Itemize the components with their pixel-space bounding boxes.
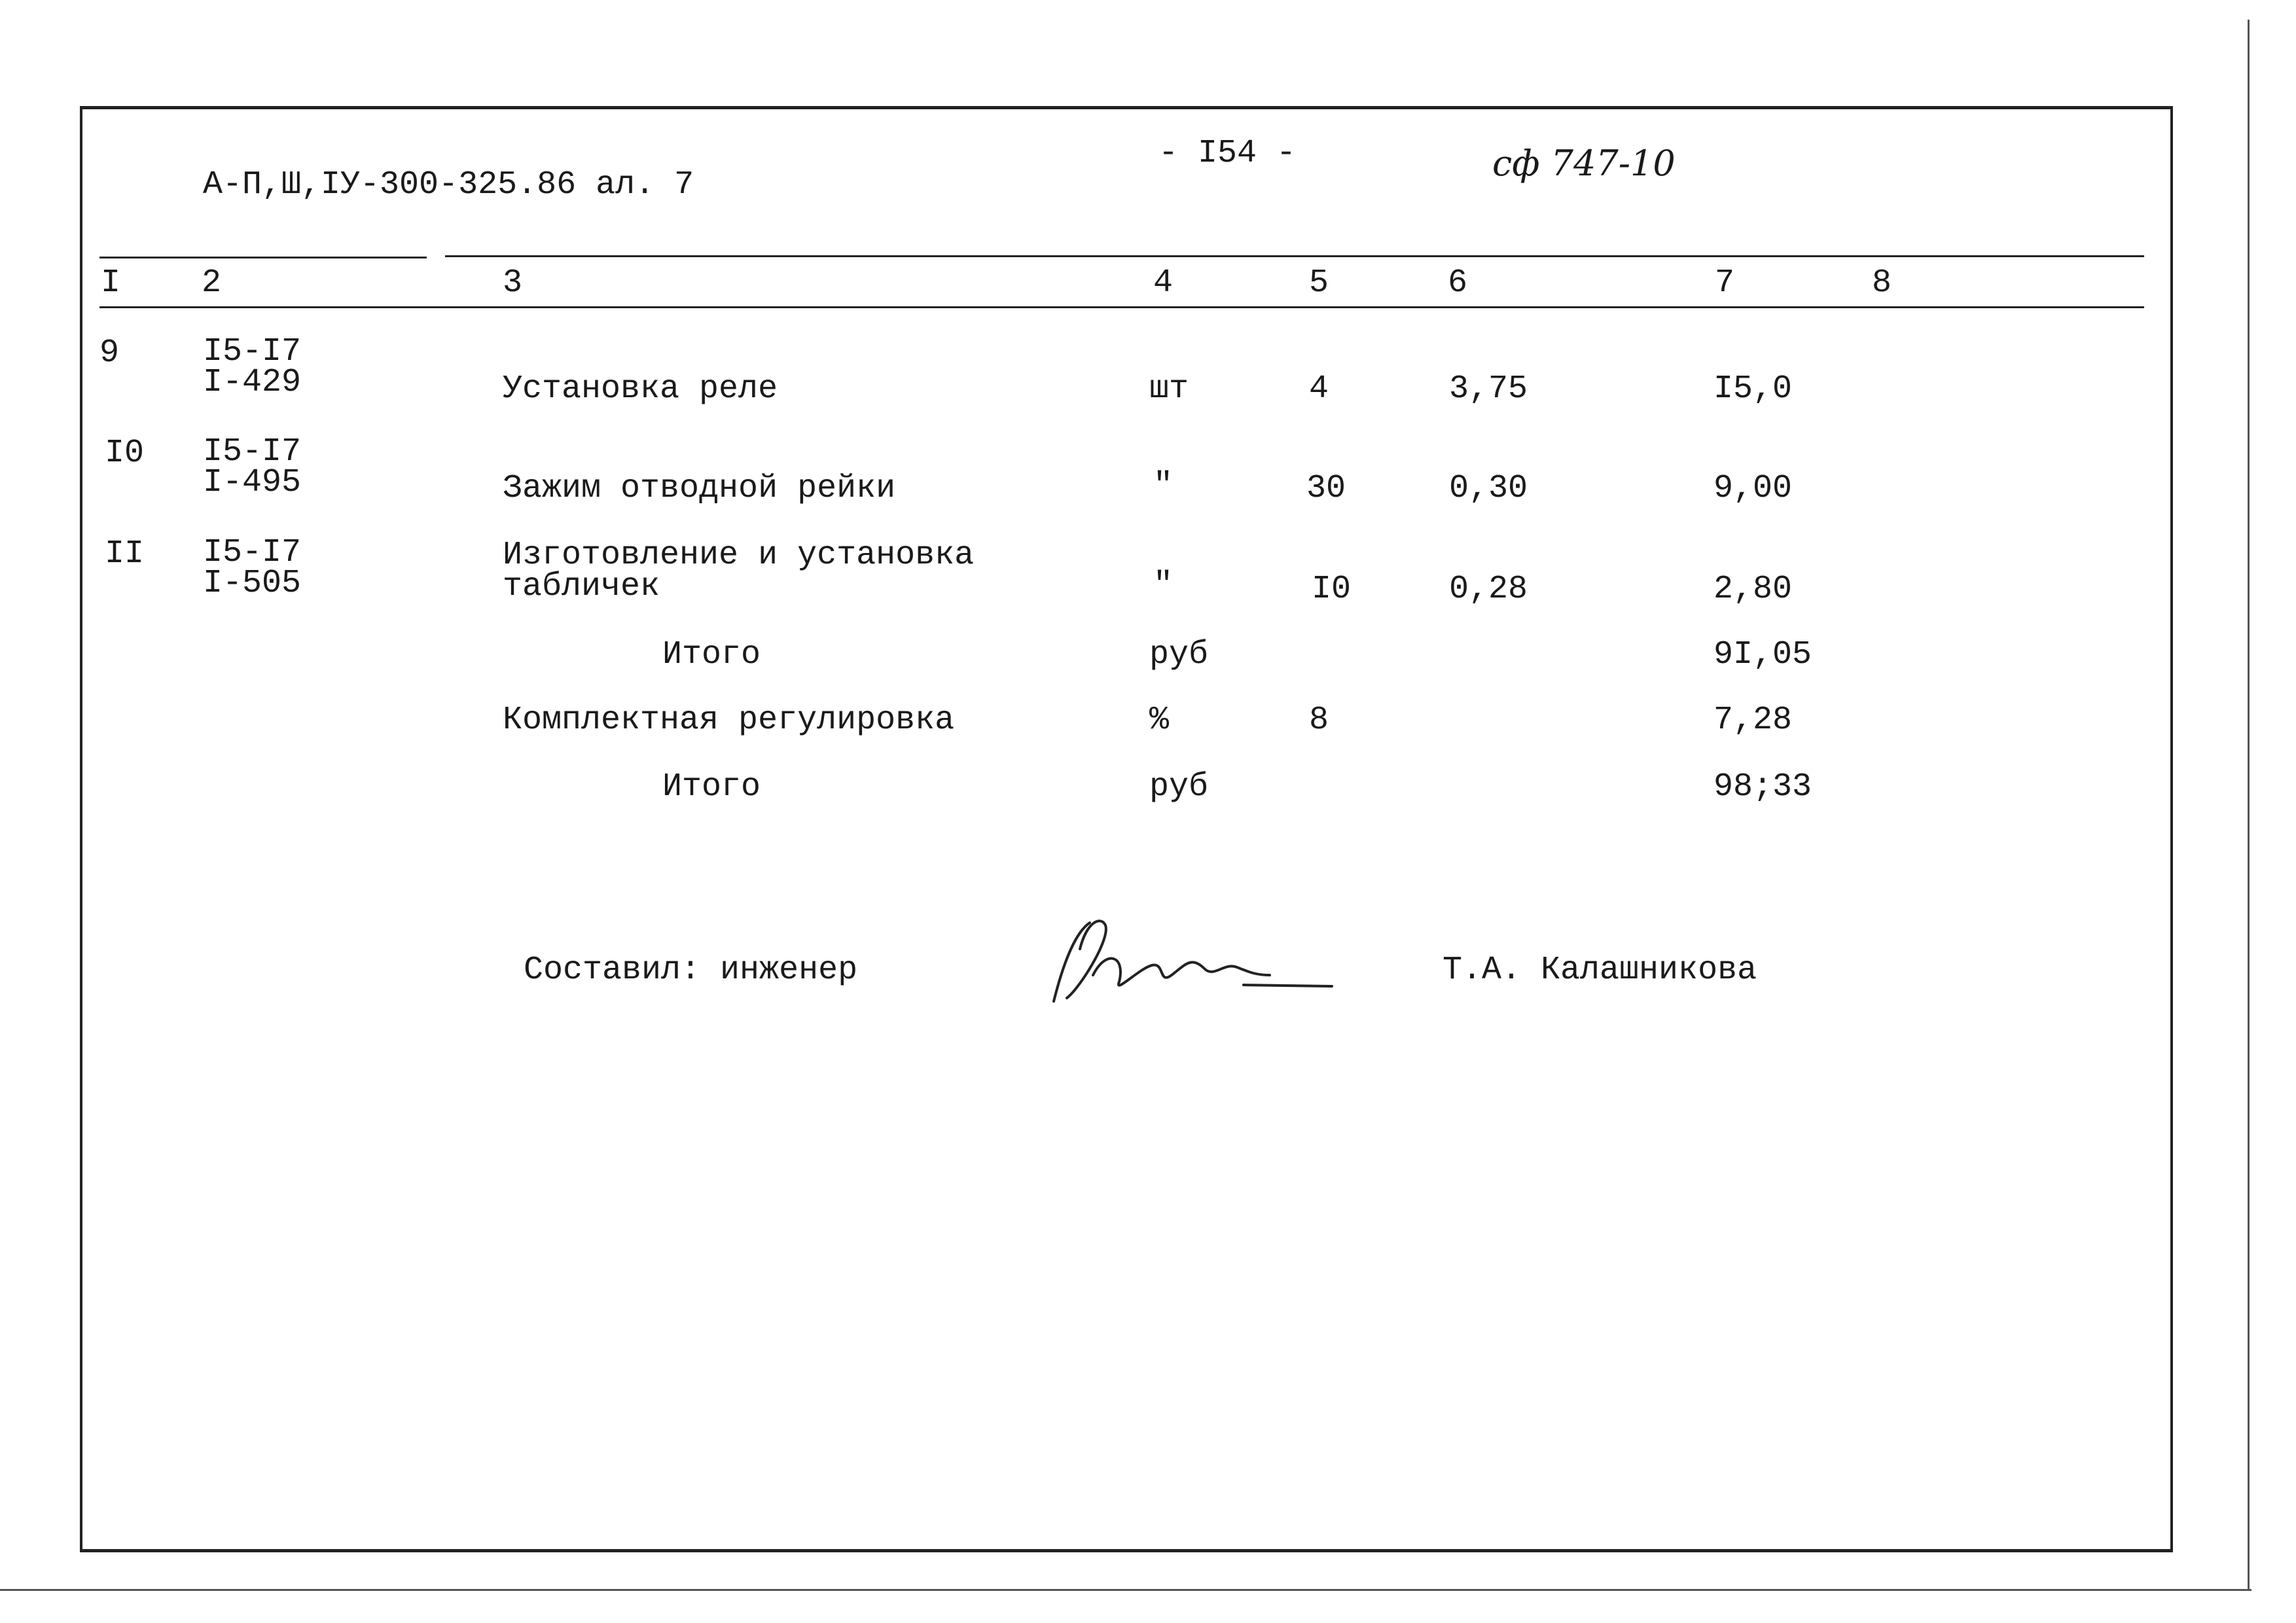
- row-unit: шт: [1149, 370, 1189, 408]
- signature: [1041, 910, 1342, 1008]
- summary-total: 98;33: [1713, 768, 1812, 806]
- summary-label: Итого: [662, 636, 761, 673]
- column-number-8: 8: [1872, 264, 1892, 302]
- row-quantity: 30: [1306, 470, 1346, 507]
- sheet-edge-right: [2248, 20, 2250, 1590]
- row-number: II: [105, 535, 145, 573]
- summary-quantity: 8: [1309, 702, 1329, 739]
- column-number-6: 6: [1448, 264, 1468, 302]
- row-total: 2,80: [1713, 571, 1793, 608]
- row-number: I0: [105, 435, 145, 472]
- signer-name: Т.А. Калашникова: [1443, 952, 1757, 989]
- signature-graphic: [1041, 910, 1342, 1008]
- compiled-by-label: Составил: инженер: [524, 952, 858, 989]
- row-code-line1: I5-I7: [203, 433, 302, 471]
- column-number-2: 2: [202, 264, 222, 302]
- row-code-line1: I5-I7: [203, 333, 302, 370]
- header-rule-right: [445, 255, 2144, 257]
- row-number: 9: [99, 334, 120, 372]
- row-price: 0,28: [1449, 571, 1528, 608]
- row-price: 0,30: [1449, 470, 1528, 507]
- row-code-line1: I5-I7: [203, 534, 302, 571]
- row-name-line2: табличек: [503, 568, 660, 605]
- column-header-rule: [99, 306, 2144, 308]
- row-unit: ": [1153, 567, 1174, 604]
- summary-unit: руб: [1149, 636, 1209, 673]
- page-number: - I54 -: [1158, 135, 1297, 172]
- column-number-4: 4: [1153, 264, 1174, 302]
- column-number-5: 5: [1309, 264, 1329, 302]
- sheet-edge-bottom: [0, 1589, 2251, 1591]
- summary-total: 7,28: [1713, 702, 1793, 739]
- summary-total: 9I,05: [1713, 636, 1812, 673]
- row-quantity: 4: [1309, 370, 1329, 408]
- summary-label: Итого: [662, 768, 761, 806]
- row-total: 9,00: [1713, 470, 1793, 507]
- handwritten-stamp: сф 747-10: [1492, 143, 1676, 184]
- row-code-line2: I-429: [203, 364, 302, 401]
- row-name-line1: Изготовление и установка: [503, 537, 975, 574]
- summary-label: Комплектная регулировка: [503, 702, 955, 739]
- document-code: А-П,Ш,IУ-300-325.86 ал. 7: [203, 166, 694, 204]
- summary-unit: %: [1149, 702, 1170, 739]
- row-name: Установка реле: [503, 370, 778, 408]
- row-quantity: I0: [1312, 571, 1352, 608]
- row-unit: ": [1153, 467, 1174, 505]
- document-frame: [80, 106, 2173, 1552]
- row-code-line2: I-495: [203, 464, 302, 501]
- column-number-7: 7: [1715, 264, 1735, 302]
- summary-unit: руб: [1149, 768, 1209, 806]
- row-name: Зажим отводной рейки: [503, 470, 896, 507]
- row-price: 3,75: [1449, 370, 1528, 408]
- header-rule-left: [99, 257, 427, 259]
- column-number-1: I: [101, 264, 121, 302]
- row-code-line2: I-505: [203, 565, 302, 602]
- column-number-3: 3: [503, 264, 523, 302]
- row-total: I5,0: [1713, 370, 1793, 408]
